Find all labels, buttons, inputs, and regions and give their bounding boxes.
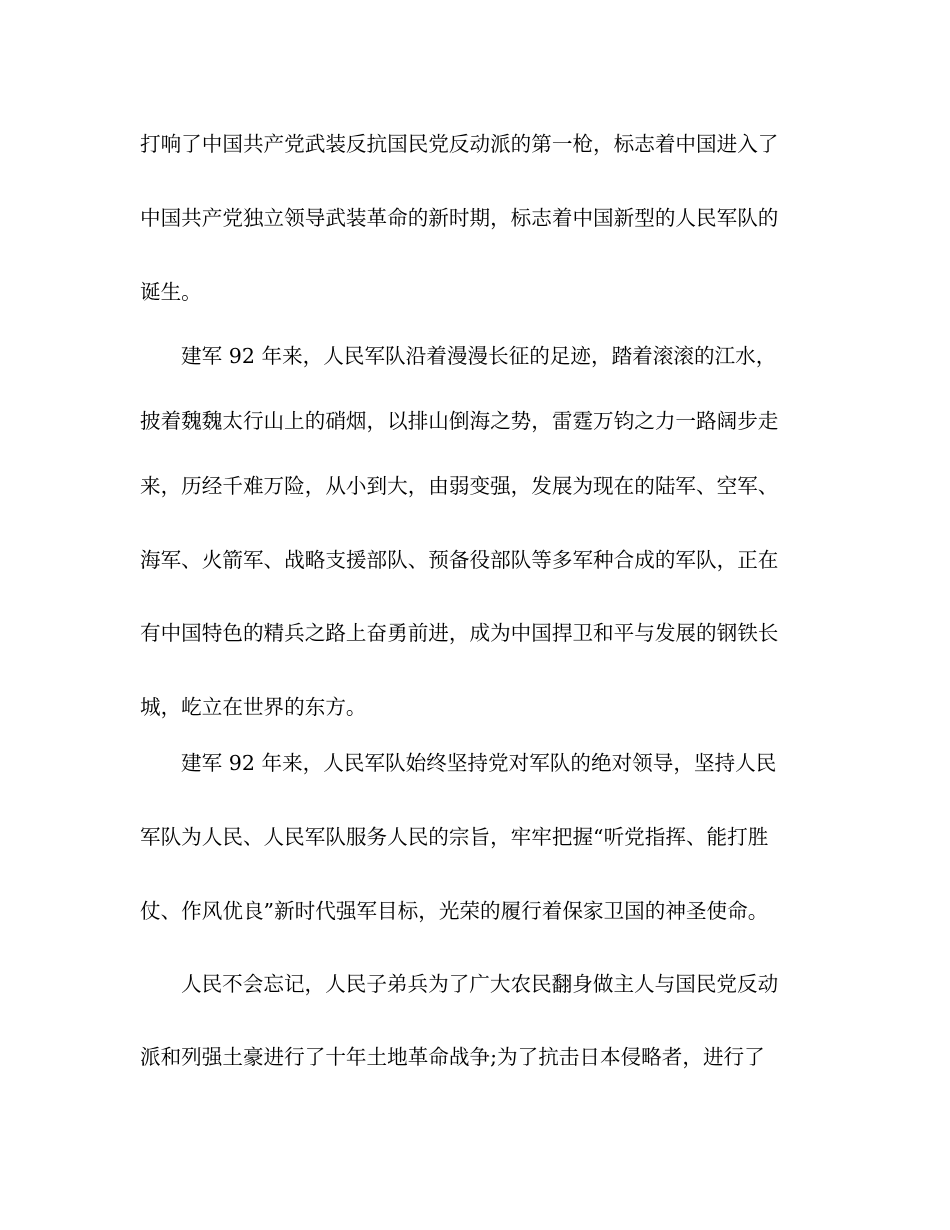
- text-line: 军队为人民、人民军队服务人民的宗旨，牢牢把握“听党指挥、能打胜: [140, 825, 769, 849]
- paragraph-first-line: 建军 92 年来，人民军队沿着漫漫长征的足迹，踏着滚滚的江水，: [181, 344, 777, 368]
- paragraph-first-line: 建军 92 年来，人民军队始终坚持党对军队的绝对领导，坚持人民: [181, 751, 777, 775]
- text-line: 打响了中国共产党武装反抗国民党反动派的第一枪，标志着中国进入了: [140, 132, 779, 156]
- text-line: 中国共产党独立领导武装革命的新时期，标志着中国新型的人民军队的: [140, 206, 779, 230]
- text-line: 披着魏魏太行山上的硝烟，以排山倒海之势，雷霆万钧之力一路阔步走: [140, 409, 779, 433]
- text-line: 城，屹立在世界的东方。: [140, 695, 367, 719]
- text-line: 有中国特色的精兵之路上奋勇前进，成为中国捍卫和平与发展的钢铁长: [140, 621, 779, 645]
- text-line: 来，历经千难万险，从小到大，由弱变强，发展为现在的陆军、空军、: [140, 474, 779, 498]
- text-line: 派和列强土豪进行了十年土地革命战争;为了抗击日本侵略者，进行了: [140, 1045, 765, 1069]
- text-line: 仗、作风优良”新时代强军目标，光荣的履行着保家卫国的神圣使命。: [140, 899, 769, 923]
- paragraph-first-line: 人民不会忘记，人民子弟兵为了广大农民翻身做主人与国民党反动: [181, 972, 779, 996]
- text-line: 诞生。: [140, 280, 202, 304]
- text-line: 海军、火箭军、战略支援部队、预备役部队等多军种合成的军队，正在: [140, 548, 779, 572]
